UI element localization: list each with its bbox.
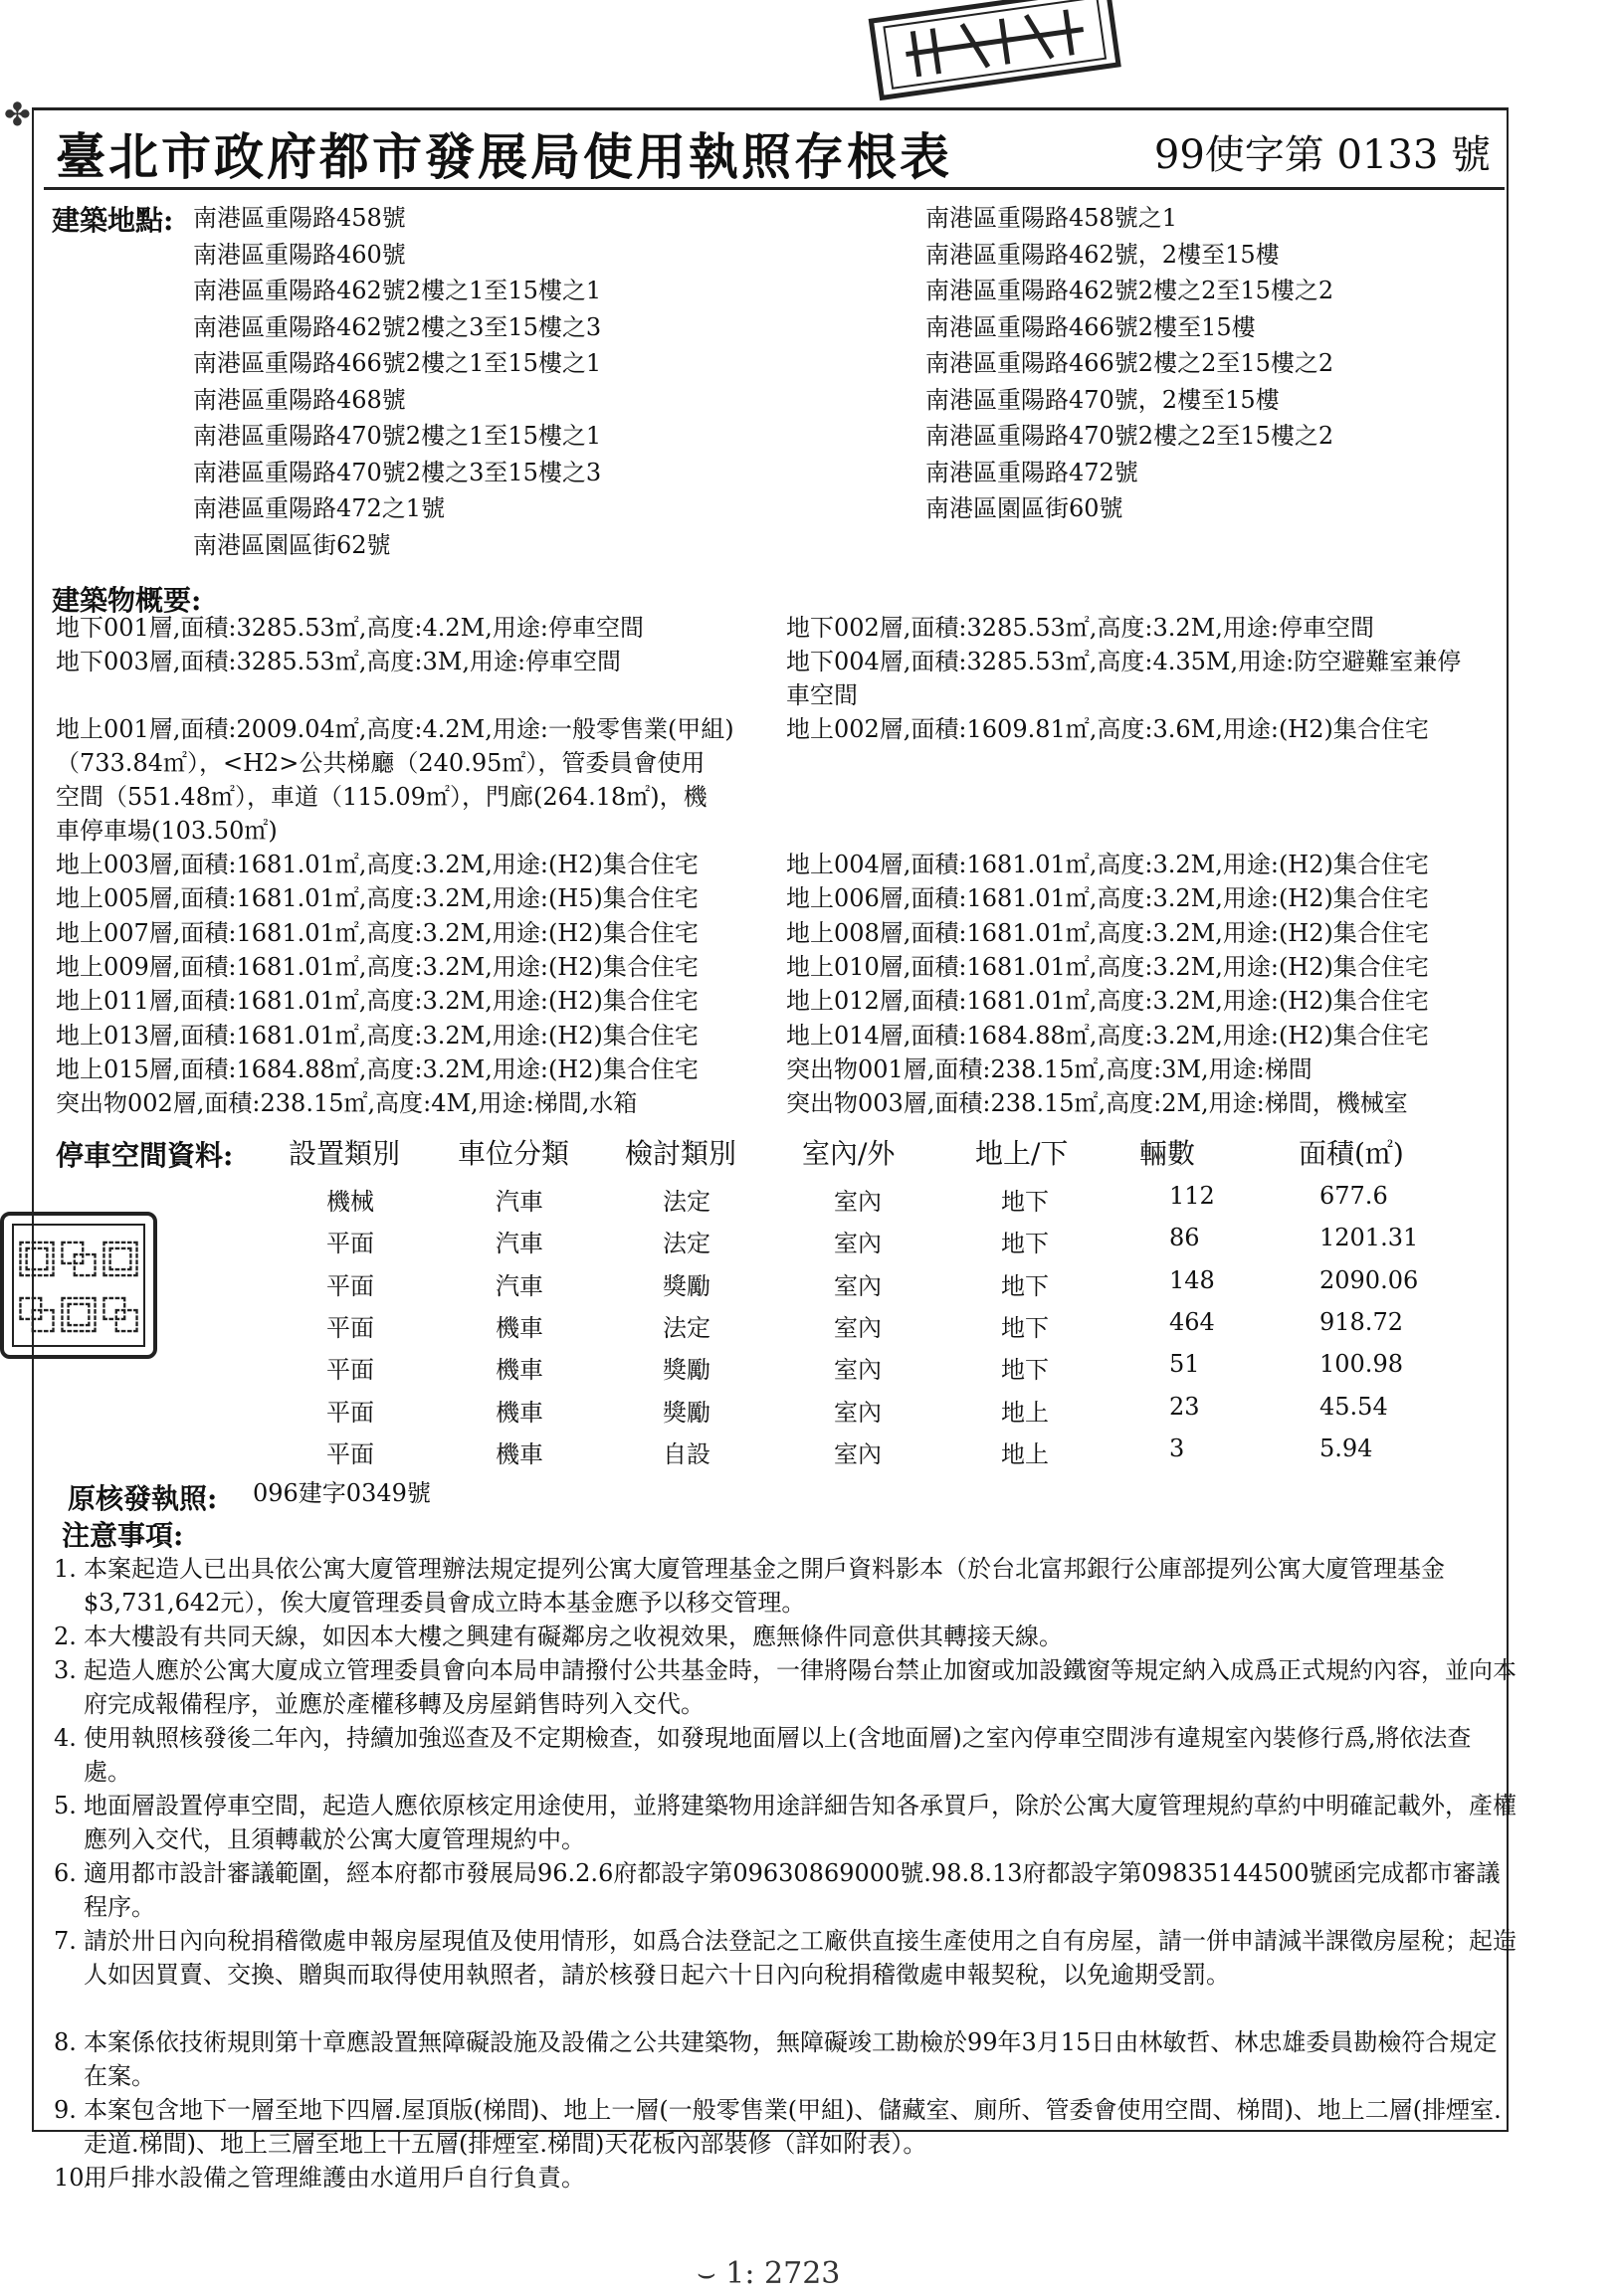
floor-line: 突出物002層,面積:238.15㎡,高度:4M,用途:梯間,水箱: [56, 1089, 638, 1118]
note-item: [54, 1789, 1516, 1856]
table-cell: 112: [1169, 1182, 1215, 1210]
floor-line: 地上006層,面積:1681.01㎡,高度:3.2M,用途:(H2)集合住宅: [786, 884, 1429, 913]
table-row: [0, 1266, 1592, 1306]
note-text: 本案係依技術規則第十章應設置無障礙設施及設備之公共建築物，無障礙竣工勘檢於99年3月15日由林敏哲、林忠雄委員勘檢符合規定在案。: [84, 2028, 1498, 2090]
table-cell: 機車: [496, 1356, 543, 1385]
floor-line: 突出物003層,面積:238.15㎡,高度:2M,用途:梯間，機械室: [786, 1089, 1408, 1118]
note-item: [54, 2025, 1516, 2093]
parking-column-header: 車位分類: [458, 1137, 570, 1170]
table-cell: 地下: [1001, 1271, 1049, 1300]
table-cell: 地下: [1001, 1230, 1049, 1258]
floor-f1: 地上001層,面積:2009.04㎡,高度:4.2M,用途:一般零售業(甲組): [56, 715, 734, 743]
note-text: 起造人應於公寓大廈成立管理委員會向本局申請撥付公共基金時，一律將陽台禁止加窗或加設鐵窗等規定納入成爲正式規約內容，並向本府完成報備程序，並應於產權移轉及房屋銷售時列入交代。: [84, 1656, 1516, 1718]
floor-b4-cont: 車空間: [786, 681, 858, 709]
table-cell: 平面: [326, 1439, 374, 1468]
note-item: [54, 1856, 1516, 1924]
table-cell: 自設: [663, 1439, 710, 1468]
table-cell: 獎勵: [663, 1356, 710, 1385]
floor-line: 地上008層,面積:1681.01㎡,高度:3.2M,用途:(H2)集合住宅: [786, 918, 1429, 947]
parking-column-header: 地上/下: [975, 1137, 1069, 1170]
table-cell: 平面: [326, 1271, 374, 1300]
floor-line: 地上014層,面積:1684.88㎡,高度:3.2M,用途:(H2)集合住宅: [786, 1021, 1429, 1050]
parking-column-header: 輛數: [1139, 1137, 1196, 1170]
note-number: 2.: [54, 1623, 77, 1650]
address-line: 南港區重陽路458號之1: [925, 204, 1178, 232]
table-cell: 汽車: [496, 1188, 543, 1216]
note-item: [54, 2161, 1516, 2195]
table-cell: 148: [1169, 1265, 1215, 1294]
stamp-prefix-icon: ⌣: [697, 2256, 716, 2291]
table-cell: 86: [1169, 1224, 1200, 1252]
table-cell: 23: [1169, 1392, 1200, 1421]
floor-line: 地上005層,面積:1681.01㎡,高度:3.2M,用途:(H5)集合住宅: [56, 884, 699, 913]
address-line: 南港區重陽路466號2樓之1至15樓之1: [193, 349, 602, 377]
table-cell: 平面: [326, 1230, 374, 1258]
note-text: 適用都市設計審議範圍，經本府都市發展局96.2.6府都設字第09630869000號.98.8.13府都設字第09835144500號函完成都市審議程序。: [84, 1859, 1501, 1921]
table-cell: 法定: [663, 1313, 710, 1342]
table-cell: 室內: [834, 1230, 882, 1258]
floor-line: 地上003層,面積:1681.01㎡,高度:3.2M,用途:(H2)集合住宅: [56, 851, 699, 878]
table-cell: 3: [1169, 1434, 1185, 1462]
building-label: 建築物概要:: [52, 584, 202, 617]
floor-line: 地上004層,面積:1681.01㎡,高度:3.2M,用途:(H2)集合住宅: [786, 851, 1429, 878]
table-row: [0, 1308, 1592, 1348]
table-row: [0, 1393, 1592, 1433]
parking-label: 停車空間資料:: [56, 1139, 234, 1172]
address-line: 南港區重陽路462號2樓之2至15樓之2: [925, 277, 1334, 304]
note-text: 請於卅日內向稅捐稽徵處申報房屋現值及使用情形，如爲合法登記之工廠供直接生產使用之自有房屋，請一併申請減半課徵房屋稅；起造人如因買賣、交換、贈與而取得使用執照者，請於核發日起六十日內向稅捐稽徵處申報契稅，以免逾期受罰。: [84, 1927, 1516, 1989]
table-row: [0, 1350, 1592, 1390]
table-cell: 機械: [326, 1188, 374, 1216]
table-cell: 室內: [834, 1188, 882, 1216]
parking-column-header: 檢討類別: [625, 1137, 737, 1170]
table-cell: 45.54: [1319, 1392, 1388, 1421]
table-cell: 平面: [326, 1313, 374, 1342]
table-cell: 地下: [1001, 1356, 1049, 1385]
table-cell: 918.72: [1319, 1307, 1403, 1336]
floor-f2: 地上002層,面積:1609.81㎡,高度:3.6M,用途:(H2)集合住宅: [786, 715, 1429, 743]
table-cell: 室內: [834, 1398, 882, 1427]
floor-line: 地上013層,面積:1681.01㎡,高度:3.2M,用途:(H2)集合住宅: [56, 1021, 699, 1050]
note-item: [54, 1653, 1516, 1721]
parking-column-header: 面積(㎡): [1299, 1137, 1404, 1170]
floor-line: 地上009層,面積:1681.01㎡,高度:3.2M,用途:(H2)集合住宅: [56, 952, 699, 981]
floor-b4: 地下004層,面積:3285.53㎡,高度:4.35M,用途:防空避難室兼停: [786, 648, 1462, 675]
address-line: 南港區重陽路472號: [925, 458, 1138, 486]
note-number: 1.: [54, 1555, 77, 1583]
stamp-number: 1: 2723: [725, 2256, 841, 2291]
address-line: 南港區重陽路458號: [193, 204, 406, 232]
floor-line: 突出物001層,面積:238.15㎡,高度:3M,用途:梯間: [786, 1054, 1313, 1083]
floor-line: 地上012層,面積:1681.01㎡,高度:3.2M,用途:(H2)集合住宅: [786, 987, 1429, 1016]
address-line: 南港區園區街60號: [925, 494, 1123, 522]
document-number: 99使字第 0133 號: [1153, 132, 1491, 178]
table-cell: 室內: [834, 1439, 882, 1468]
table-cell: 汽車: [496, 1230, 543, 1258]
note-number: 9.: [54, 2096, 77, 2124]
parking-column-header: 室內/外: [802, 1137, 896, 1170]
address-label: 建築地點:: [52, 204, 174, 237]
floor-line: 地上015層,面積:1684.88㎡,高度:3.2M,用途:(H2)集合住宅: [56, 1054, 699, 1083]
floor-b1: 地下001層,面積:3285.53㎡,高度:4.2M,用途:停車空間: [56, 614, 644, 642]
address-line: 南港區園區街62號: [193, 530, 391, 559]
table-cell: 464: [1169, 1307, 1215, 1336]
title-text: 臺北市政府都市發展局使用執照存根: [56, 127, 900, 186]
table-cell: 機車: [496, 1439, 543, 1468]
note-number: 5.: [54, 1792, 77, 1819]
address-line: 南港區重陽路466號2樓至15樓: [925, 312, 1256, 341]
address-line: 南港區重陽路462號，2樓至15樓: [925, 240, 1280, 269]
table-cell: 獎勵: [663, 1271, 710, 1300]
table-cell: 677.6: [1319, 1182, 1388, 1210]
table-cell: 機車: [496, 1313, 543, 1342]
note-number: 8.: [54, 2028, 77, 2056]
address-line: 南港區重陽路470號2樓之2至15樓之2: [925, 422, 1334, 450]
original-permit-value: 096建字0349號: [253, 1479, 431, 1507]
note-number: 10.: [54, 2164, 93, 2192]
address-line: 南港區重陽路462號2樓之1至15樓之1: [193, 277, 602, 304]
address-line: 南港區重陽路460號: [193, 240, 406, 269]
note-item: [54, 1552, 1516, 1620]
bottom-stamp: [697, 2256, 840, 2291]
table-cell: 地上: [1001, 1398, 1049, 1427]
table-cell: 地下: [1001, 1188, 1049, 1216]
note-number: 6.: [54, 1859, 77, 1887]
note-number: 4.: [54, 1724, 77, 1752]
table-cell: 室內: [834, 1313, 882, 1342]
address-line: 南港區重陽路470號，2樓至15樓: [925, 385, 1280, 414]
address-line: 南港區重陽路466號2樓之2至15樓之2: [925, 349, 1334, 377]
table-cell: 2090.06: [1319, 1265, 1419, 1294]
note-text: 用戶排水設備之管理維護由水道用戶自行負責。: [84, 2164, 585, 2192]
address-line: 南港區重陽路462號2樓之3至15樓之3: [193, 312, 602, 341]
table-cell: 100.98: [1319, 1350, 1403, 1379]
note-item: [54, 1721, 1516, 1789]
original-permit-label: 原核發執照:: [68, 1482, 218, 1515]
document-title: [56, 117, 952, 189]
floor-line: 地上011層,面積:1681.01㎡,高度:3.2M,用途:(H2)集合住宅: [56, 987, 699, 1016]
note-item: [54, 1924, 1516, 1992]
table-cell: 平面: [326, 1398, 374, 1427]
floor-f1-line3: 空間（551.48㎡），車道（115.09㎡），門廊(264.18㎡)，機: [56, 783, 707, 811]
table-cell: 地下: [1001, 1313, 1049, 1342]
address-line: 南港區重陽路470號2樓之3至15樓之3: [193, 458, 602, 486]
table-cell: 1201.31: [1319, 1224, 1419, 1252]
registry-seal-icon: ⿴ ⿻ ⿴ ⿻ ⿴ ⿻: [0, 1212, 157, 1359]
note-number: 7.: [54, 1927, 77, 1955]
edge-mark-icon: ✤: [4, 96, 31, 133]
note-number: 3.: [54, 1656, 77, 1684]
floor-b2: 地下002層,面積:3285.53㎡,高度:3.2M,用途:停車空間: [786, 614, 1374, 642]
floor-line: 地上010層,面積:1681.01㎡,高度:3.2M,用途:(H2)集合住宅: [786, 952, 1429, 981]
table-row: [0, 1182, 1592, 1222]
floor-line: 地上007層,面積:1681.01㎡,高度:3.2M,用途:(H2)集合住宅: [56, 918, 699, 947]
address-line: 南港區重陽路470號2樓之1至15樓之1: [193, 422, 602, 450]
table-cell: 平面: [326, 1356, 374, 1385]
note-text: 本大樓設有共同天線，如因本大樓之興建有礙鄰房之收視效果，應無條件同意供其轉接天線。: [84, 1623, 1063, 1650]
table-row: [0, 1224, 1592, 1263]
address-line: 南港區重陽路472之1號: [193, 494, 446, 522]
title-row: [44, 109, 1505, 190]
table-cell: 機車: [496, 1398, 543, 1427]
address-line: 南港區重陽路468號: [193, 385, 406, 414]
floor-f1-line2: （733.84㎡），<H2>公共梯廳（240.95㎡），管委員會使用: [56, 749, 706, 777]
parking-column-header: 設置類別: [289, 1137, 401, 1170]
note-text: 本案起造人已出具依公寓大廈管理辦法規定提列公寓大廈管理基金之開戶資料影本（於台北富邦銀行公庫部提列公寓大廈管理基金$3,731,642元），俟大廈管理委員會成立時本基金應予以移交管理。: [84, 1555, 1445, 1617]
table-cell: 法定: [663, 1230, 710, 1258]
table-cell: 地上: [1001, 1439, 1049, 1468]
table-cell: 室內: [834, 1356, 882, 1385]
note-item: [54, 1620, 1516, 1653]
note-text: 地面層設置停車空間，起造人應依原核定用途使用，並將建築物用途詳細告知各承買戶，除於公寓大廈管理規約草約中明確記載外，產權應列入交代，且須轉載於公寓大廈管理規約中。: [84, 1792, 1516, 1853]
note-text: 本案包含地下一層至地下四層.屋頂版(梯間)、地上一層(一般零售業(甲組)、儲藏室、廁所、管委會使用空間、梯間)、地上二層(排煙室.走道.梯間)、地上三層至地上十五層(排煙室.梯間)天花板內部裝修（詳如附表）。: [84, 2096, 1502, 2158]
table-cell: 汽車: [496, 1271, 543, 1300]
notes-label: 注意事項:: [62, 1519, 184, 1552]
note-item: [54, 2093, 1516, 2161]
floor-f1-line4: 車停車場(103.50㎡): [56, 817, 278, 845]
official-seal-icon: [851, 0, 1139, 108]
note-text: 使用執照核發後二年內，持續加強巡查及不定期檢查，如發現地面層以上(含地面層)之室內停車空間涉有違規室內裝修行爲,將依法查處。: [84, 1724, 1472, 1786]
table-cell: 獎勵: [663, 1398, 710, 1427]
title-tail: 表: [900, 127, 952, 186]
table-cell: 室內: [834, 1271, 882, 1300]
table-cell: 51: [1169, 1350, 1200, 1379]
table-cell: 5.94: [1319, 1434, 1373, 1462]
table-row: [0, 1435, 1592, 1474]
table-cell: 法定: [663, 1188, 710, 1216]
floor-b3: 地下003層,面積:3285.53㎡,高度:3M,用途:停車空間: [56, 648, 622, 675]
